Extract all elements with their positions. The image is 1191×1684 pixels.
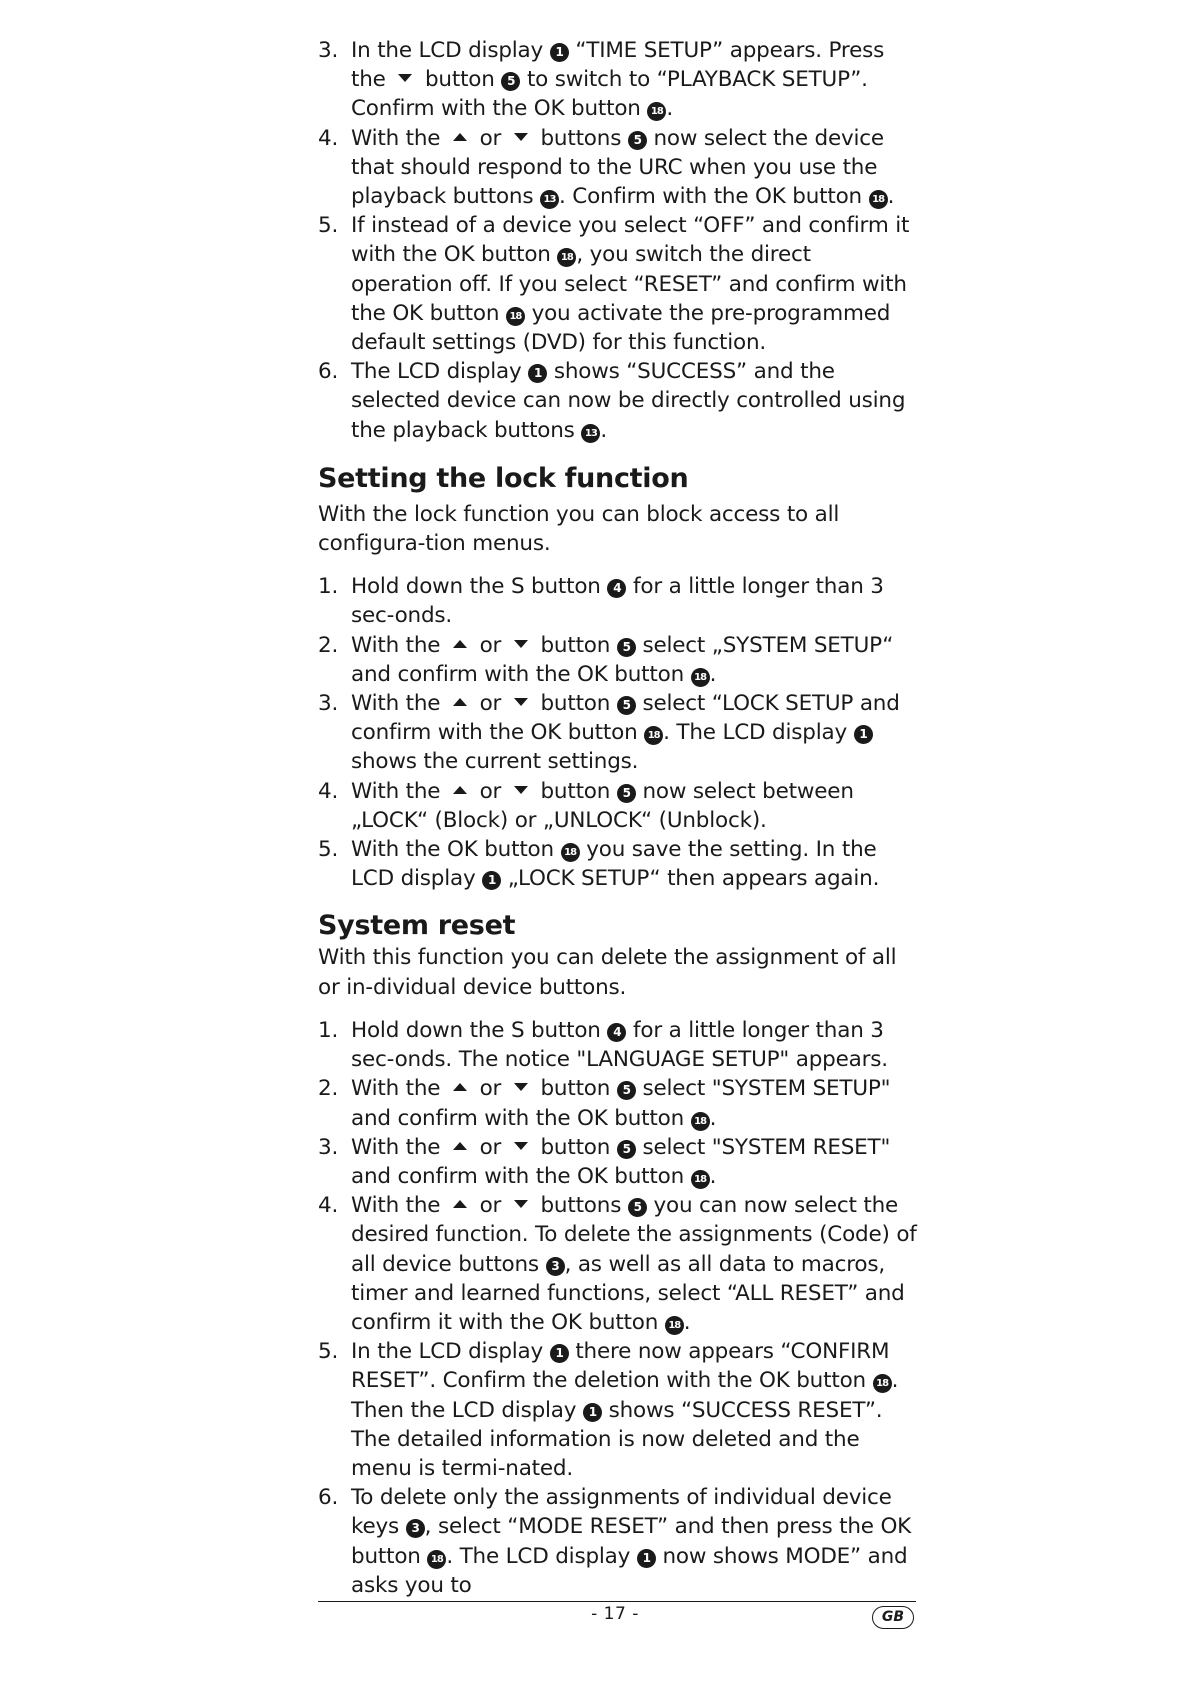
- step-text: or: [472, 632, 508, 658]
- callout-number-icon: 5: [617, 638, 636, 657]
- lock-section-intro: With the lock function you can block access to all configura-tion menus.: [318, 501, 840, 557]
- step-text: select "SYSTEM SETUP" and confirm with the OK button: [351, 1076, 891, 1131]
- callout-number-icon: 18: [691, 1170, 710, 1189]
- step-text: „LOCK SETUP“ then appears again.: [501, 866, 880, 892]
- step-number: 5.: [318, 837, 339, 863]
- step-text: you activate the pre-programmed default settings (DVD) for this function.: [351, 300, 891, 356]
- callout-number-icon: 18: [691, 668, 710, 687]
- step-text: , you switch the direct operation off. If you select “RESET” and confirm with the OK button: [351, 242, 907, 326]
- callout-number-icon: 1: [550, 1344, 569, 1363]
- step-text: With the: [351, 1134, 447, 1160]
- step-number: 3.: [318, 691, 339, 717]
- callout-number-icon: 1: [637, 1549, 656, 1568]
- callout-number-icon: 18: [427, 1550, 446, 1569]
- step-text: , as well as all data to macros, timer and learned functions, select “ALL RESET” and confirm it with the OK button: [351, 1251, 905, 1335]
- callout-number-icon: 13: [581, 424, 600, 443]
- step-item: [318, 631, 918, 689]
- manual-page: [318, 36, 918, 1600]
- callout-number-icon: 18: [665, 1316, 684, 1335]
- step-text: With the: [351, 1076, 447, 1102]
- callout-number-icon: 18: [647, 102, 666, 121]
- callout-number-icon: 5: [617, 1140, 636, 1159]
- step-text: Hold down the S button: [351, 1017, 608, 1043]
- callout-number-icon: 18: [561, 843, 580, 862]
- arrow-down-icon: [398, 74, 412, 82]
- callout-number-icon: 5: [628, 131, 647, 150]
- callout-number-icon: 1: [550, 43, 569, 62]
- callout-number-icon: 13: [540, 190, 559, 209]
- arrow-up-icon: [453, 698, 467, 706]
- step-text: If instead of a device you select “OFF” and confirm it with the OK button: [351, 213, 910, 268]
- arrow-down-icon: [514, 133, 528, 141]
- step-text: buttons: [533, 1193, 628, 1219]
- step-text: .: [709, 1105, 717, 1131]
- step-text: or: [472, 125, 508, 151]
- callout-number-icon: 3: [546, 1257, 565, 1276]
- step-number: 2.: [318, 1076, 339, 1102]
- arrow-down-icon: [514, 640, 528, 648]
- arrow-down-icon: [514, 1142, 528, 1150]
- lock-section-title: Setting the lock function: [318, 462, 689, 494]
- step-number: 6.: [318, 1485, 339, 1511]
- step-text: button: [533, 632, 617, 658]
- callout-number-icon: 1: [482, 871, 501, 890]
- step-number: 4.: [318, 778, 339, 804]
- step-text: With the OK button: [351, 837, 561, 863]
- step-text: button: [533, 778, 617, 804]
- step-item: [318, 572, 918, 630]
- step-item: [318, 1191, 918, 1337]
- step-text: With the: [351, 778, 447, 804]
- callout-number-icon: 5: [617, 1081, 636, 1100]
- step-item: [318, 211, 918, 357]
- step-text: or: [472, 778, 508, 804]
- reset-section-title: System reset: [318, 910, 516, 942]
- arrow-down-icon: [514, 786, 528, 794]
- step-number: 2.: [318, 632, 339, 658]
- callout-number-icon: 4: [607, 579, 626, 598]
- callout-number-icon: 5: [617, 696, 636, 715]
- step-item: [318, 1483, 918, 1600]
- arrow-up-icon: [453, 1083, 467, 1091]
- step-item: [318, 357, 918, 445]
- step-text: buttons: [533, 125, 628, 151]
- footer-divider: [318, 1601, 916, 1602]
- step-text: shows the current settings.: [351, 749, 639, 775]
- step-number: 4.: [318, 1193, 339, 1219]
- step-text: to switch to “PLAYBACK SETUP”. Confirm with the OK button: [351, 67, 868, 122]
- step-text: now shows MODE” and asks you to: [351, 1543, 908, 1598]
- step-text: select „SYSTEM SETUP“ and confirm with the OK button: [351, 632, 894, 687]
- step-text: shows “SUCCESS” and the selected device can now be directly controlled using the playback buttons: [351, 359, 906, 443]
- reset-section-intro: With this function you can delete the assignment of all or in-dividual device buttons.: [318, 945, 897, 1000]
- step-text: In the LCD display: [351, 1339, 550, 1365]
- callout-number-icon: 5: [628, 1198, 647, 1217]
- callout-number-icon: 4: [607, 1023, 626, 1042]
- step-text: button: [533, 1134, 617, 1160]
- country-code-badge: GB: [872, 1606, 914, 1629]
- step-number: 5.: [318, 1339, 339, 1365]
- step-text: .: [600, 417, 607, 443]
- step-item: [318, 1337, 918, 1483]
- arrow-up-icon: [453, 133, 467, 141]
- step-text: button: [533, 1076, 617, 1102]
- step-item: [318, 1133, 918, 1191]
- step-text: , select “MODE RESET” and then press the OK button: [351, 1514, 912, 1569]
- step-text: To delete only the assignments of individual device keys: [351, 1485, 892, 1540]
- step-text: shows “SUCCESS RESET”. The detailed information is now deleted and the menu is termi-nated.: [351, 1397, 883, 1481]
- callout-number-icon: 18: [873, 1374, 892, 1393]
- step-text: Hold down the S button: [351, 574, 608, 600]
- step-number: 1.: [318, 1017, 339, 1043]
- step-item: [318, 777, 918, 835]
- step-text: button: [418, 67, 502, 93]
- lock-steps: [318, 572, 918, 893]
- step-text: button: [533, 691, 617, 717]
- step-text: now select between „LOCK“ (Block) or „UNLOCK“ (Unblock).: [351, 778, 854, 833]
- step-number: 6.: [318, 359, 339, 385]
- step-item: [318, 1074, 918, 1132]
- step-text: . The LCD display: [663, 720, 854, 746]
- step-text: . Then the LCD display: [351, 1368, 899, 1423]
- step-number: 3.: [318, 1134, 339, 1160]
- step-text: With the: [351, 691, 447, 717]
- playback-setup-steps: [318, 36, 918, 445]
- callout-number-icon: 5: [501, 72, 520, 91]
- callout-number-icon: 1: [854, 725, 873, 744]
- step-number: 4.: [318, 125, 339, 151]
- step-number: 1.: [318, 574, 339, 600]
- callout-number-icon: 3: [406, 1519, 425, 1538]
- step-text: With the: [351, 632, 447, 658]
- callout-number-icon: 18: [869, 190, 888, 209]
- arrow-up-icon: [453, 1200, 467, 1208]
- step-item: [318, 689, 918, 777]
- step-number: 3.: [318, 38, 339, 63]
- arrow-up-icon: [453, 640, 467, 648]
- step-text: now select the device that should respond to the URC when you use the playback buttons: [351, 125, 884, 210]
- step-text: The LCD display: [351, 359, 529, 385]
- step-text: for a little longer than 3 sec-onds.: [351, 574, 884, 629]
- step-text: “TIME SETUP” appears. Press the: [351, 38, 885, 93]
- step-text: With the: [351, 1193, 447, 1219]
- step-text: With the: [351, 125, 447, 151]
- callout-number-icon: 18: [557, 248, 576, 267]
- callout-number-icon: 18: [644, 726, 663, 745]
- step-text: . Confirm with the OK button: [559, 184, 869, 210]
- step-item: [318, 36, 918, 124]
- reset-steps: [318, 1016, 918, 1600]
- step-text: .: [709, 1163, 717, 1189]
- arrow-down-icon: [514, 698, 528, 706]
- step-text: or: [472, 1193, 508, 1219]
- step-text: you can now select the desired function. To delete the assignments (Code) of all device buttons: [351, 1193, 917, 1277]
- step-item: [318, 835, 918, 893]
- arrow-up-icon: [453, 1142, 467, 1150]
- step-text: .: [666, 96, 673, 122]
- step-item: [318, 1016, 918, 1074]
- callout-number-icon: 1: [528, 364, 547, 383]
- step-text: . The LCD display: [446, 1543, 637, 1569]
- step-text: or: [472, 1076, 508, 1102]
- step-text: .: [683, 1309, 691, 1335]
- arrow-up-icon: [453, 786, 467, 794]
- step-text: for a little longer than 3 sec-onds. The notice "LANGUAGE SETUP" appears.: [351, 1017, 888, 1073]
- callout-number-icon: 18: [506, 307, 525, 326]
- step-text: or: [472, 1134, 508, 1160]
- callout-number-icon: 5: [617, 784, 636, 803]
- step-text: there now appears “CONFIRM RESET”. Confirm the deletion with the OK button: [351, 1339, 890, 1394]
- callout-number-icon: 1: [583, 1403, 602, 1422]
- callout-number-icon: 18: [691, 1112, 710, 1131]
- arrow-down-icon: [514, 1083, 528, 1091]
- step-item: [318, 124, 918, 212]
- arrow-down-icon: [514, 1200, 528, 1208]
- step-text: or: [472, 691, 508, 717]
- step-number: 5.: [318, 213, 339, 239]
- step-text: select "SYSTEM RESET" and confirm with the OK button: [351, 1134, 891, 1189]
- step-text: In the LCD display: [351, 38, 550, 63]
- step-text: .: [887, 184, 895, 210]
- step-text: .: [709, 661, 717, 687]
- step-text: select “LOCK SETUP and confirm with the OK button: [351, 691, 900, 746]
- step-text: you save the setting. In the LCD display: [351, 837, 877, 892]
- page-number: - 17 -: [591, 1604, 639, 1624]
